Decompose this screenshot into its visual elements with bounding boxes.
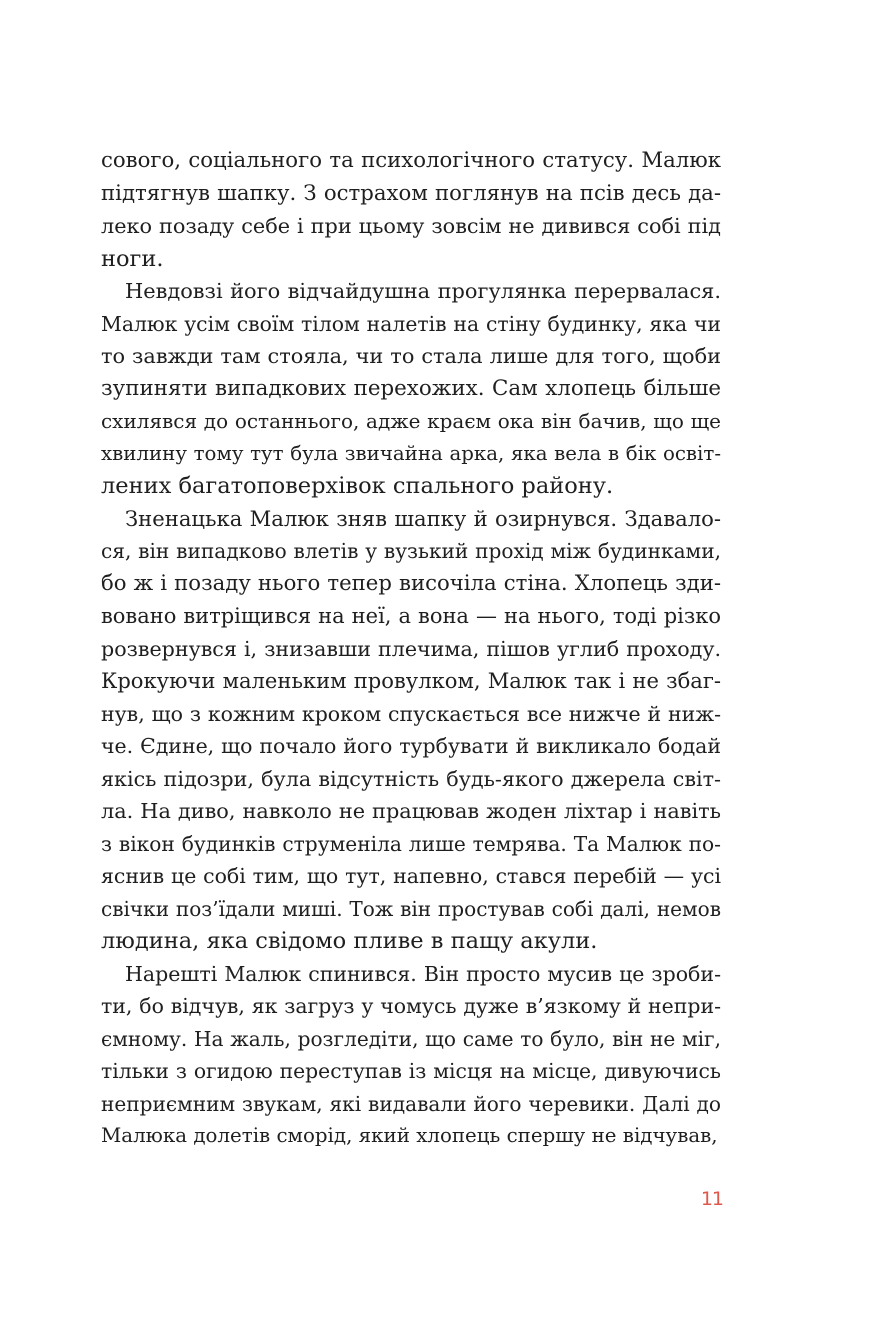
text-line: Малюка долетів сморід, який хлопець спершу не відчував, [101, 1124, 718, 1147]
text-line: бо ж і позаду нього тепер височіла стіна. Хлопець зди- [101, 570, 721, 596]
text-line: лених багатоповерхівок спального району. [101, 473, 614, 499]
text-line: ємному. На жаль, розгледіти, що саме то було, він не міг, [101, 1026, 721, 1051]
text-line: Зненацька Малюк зняв шапку й озирнувся. Здавало- [125, 505, 721, 531]
text-line: ся, він випадково влетів у вузький прохід між будинками, [101, 539, 721, 563]
paragraph [101, 145, 721, 275]
text-line: Невдовзі його відчайдушна прогулянка перервалася. [125, 279, 721, 303]
text-line: яснив це собі тим, що тут, напевно, стався перебій — усі [101, 864, 721, 888]
text-line: Нарешті Малюк спинився. Він просто мусив це зроби- [125, 961, 721, 986]
text-line: схилявся до останнього, адже краєм ока він бачив, що ще [101, 409, 721, 433]
text-line: неприємним звукам, які видавали його черевики. Далі до [101, 1091, 721, 1116]
text-line: людина, яка свідомо пливе в пащу акули. [101, 928, 598, 954]
text-line: зупиняти випадкових перехожих. Сам хлопець більше [101, 375, 721, 401]
text-line: розвернувся і, знизавши плечима, пішов углиб проходу. [101, 636, 721, 661]
text-line: вовано витріщився на неї, а вона — на нього, тоді різко [101, 604, 721, 628]
text-line: ла. На диво, навколо не працював жоден ліхтар і навіть [101, 799, 721, 823]
text-line: підтягнув шапку. З острахом поглянув на псів десь да- [101, 180, 721, 206]
paragraph [101, 503, 721, 958]
text-line: хвилину тому тут була звичайна арка, яка вела в бік освіт- [101, 441, 721, 465]
text-line: якісь підозри, була відсутність будь-якого джерела світ- [101, 766, 721, 791]
text-line: нув, що з кожним кроком спускається все нижче й ниж- [101, 701, 721, 726]
text-line: леко позаду себе і при цьому зовсім не дивився собі під [101, 214, 721, 238]
text-line: з вікон будинків струменіла лише темрява. Та Малюк по- [101, 831, 721, 856]
paragraph [101, 958, 721, 1153]
text-line: Крокуючи маленьким провулком, Малюк так і не збаг- [101, 668, 721, 693]
text-line: ноги. [101, 245, 164, 272]
text-line: Малюк усім своїм тілом налетів на стіну будинку, яка чи [101, 311, 721, 336]
text-line: тільки з огидою переступав із місця на місце, дивуючись [101, 1059, 721, 1083]
paragraph [101, 275, 721, 503]
text-line: ти, бо відчув, як загруз у чомусь дуже в’язкому й непри- [101, 994, 721, 1018]
text-line: че. Єдине, що почало його турбувати й викликало бодай [101, 734, 721, 758]
body-text [101, 145, 721, 1153]
text-line: свічки поз’їдали миші. Тож він простував собі далі, немов [101, 896, 721, 921]
text-line: сового, соціального та психологічного статусу. Малюк [101, 148, 721, 173]
page-number: 11 [700, 1188, 723, 1210]
text-line: то завжди там стояла, чи то стала лише для того, щоби [101, 344, 721, 368]
